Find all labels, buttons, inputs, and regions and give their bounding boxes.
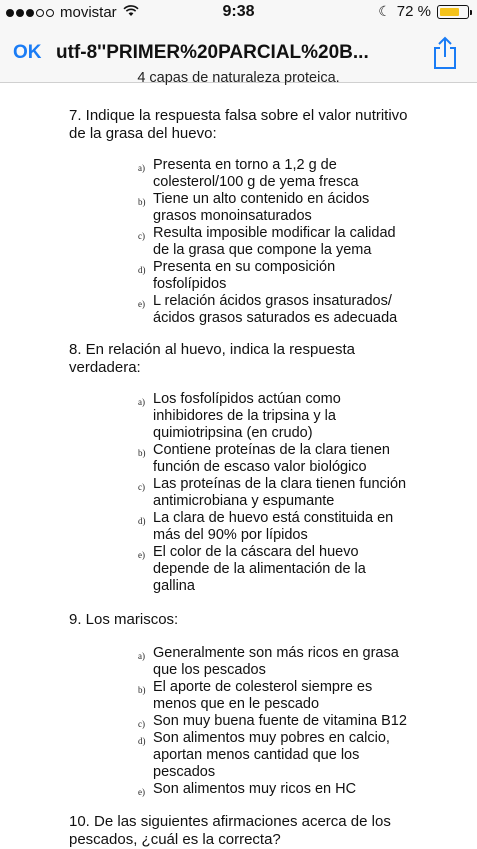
answer-option [138, 157, 408, 191]
option-letter: c) [138, 482, 145, 492]
previous-text-fragment: 4 capas de naturaleza proteica. [137, 70, 340, 86]
option-letter: a) [138, 163, 145, 173]
option-letter: e) [138, 787, 145, 797]
question-text: 7. Indique la respuesta falsa sobre el valor nutritivo de la grasa del huevo: [69, 107, 408, 142]
status-time: 9:38 [222, 3, 255, 20]
option-text: El color de la cáscara del huevo depende de la alimentación de la gallina [153, 544, 366, 594]
option-letter: c) [138, 719, 145, 729]
document-title: utf-8''PRIMER%20PARCIAL%20B... [56, 42, 369, 63]
option-letter: a) [138, 651, 145, 661]
option-letter: d) [138, 516, 146, 526]
status-right [378, 3, 469, 20]
answer-option [138, 781, 408, 798]
ok-button[interactable]: OK [13, 42, 42, 63]
option-letter: b) [138, 448, 146, 458]
answer-option [138, 645, 408, 679]
option-text: La clara de huevo está constituida en más del 90% por lípidos [153, 510, 394, 543]
option-text: El aporte de colesterol siempre es menos que en le pescado [153, 679, 373, 712]
answer-option [138, 259, 408, 293]
question-text: 10. De las siguientes afirmaciones acerca de los pescados, ¿cuál es la correcta? [69, 813, 391, 848]
share-icon [430, 36, 460, 70]
answer-option [138, 191, 408, 225]
answer-option [138, 391, 408, 442]
answer-option [138, 679, 408, 713]
battery-level-fill [440, 8, 459, 16]
option-text: Resulta imposible modificar la calidad de la grasa que compone la yema [153, 225, 396, 258]
answer-option [138, 442, 408, 476]
battery-icon [437, 5, 469, 19]
option-letter: b) [138, 685, 146, 695]
document-content[interactable] [0, 70, 477, 848]
battery-percentage: 72 % [396, 3, 431, 20]
option-text: L relación ácidos grasos insaturados/ ácidos grasos saturados es adecuada [153, 293, 398, 326]
option-text: Generalmente son más ricos en grasa que los pescados [153, 645, 399, 678]
answer-option [138, 476, 408, 510]
option-text: Son muy buena fuente de vitamina B12 [153, 713, 407, 729]
share-button[interactable] [430, 36, 460, 70]
option-letter: a) [138, 397, 145, 407]
moon-icon: ☾ [378, 3, 391, 19]
option-letter: d) [138, 736, 146, 746]
option-letter: e) [138, 550, 145, 560]
answer-option [138, 293, 408, 327]
option-letter: e) [138, 299, 145, 309]
option-text: Presenta en torno a 1,2 g de colesterol/100 g de yema fresca [153, 157, 359, 190]
option-text: Son alimentos muy pobres en calcio, aportan menos cantidad que los pescados [153, 730, 390, 780]
option-letter: c) [138, 231, 145, 241]
option-letter: d) [138, 265, 146, 275]
option-text: Presenta en su composición fosfolípidos [153, 259, 336, 292]
answer-option [138, 730, 408, 781]
carrier-name: movistar [60, 4, 117, 21]
question-text: 9. Los mariscos: [69, 611, 179, 628]
option-text: Las proteínas de la clara tienen función antimicrobiana y espumante [153, 476, 407, 509]
question-text: 8. En relación al huevo, indica la respuesta verdadera: [69, 341, 356, 376]
option-text: Contiene proteínas de la clara tienen función de escaso valor biológico [153, 442, 390, 475]
option-text: Los fosfolípidos actúan como inhibidores de la tripsina y la quimiotripsina (en crudo) [153, 391, 341, 441]
answer-option [138, 713, 408, 730]
answer-option [138, 510, 408, 544]
answer-option [138, 225, 408, 259]
status-bar [0, 0, 477, 26]
option-letter: b) [138, 197, 146, 207]
answer-option [138, 544, 408, 595]
option-text: Tiene un alto contenido en ácidos grasos monoinsaturados [153, 191, 370, 224]
option-text: Son alimentos muy ricos en HC [153, 781, 357, 797]
